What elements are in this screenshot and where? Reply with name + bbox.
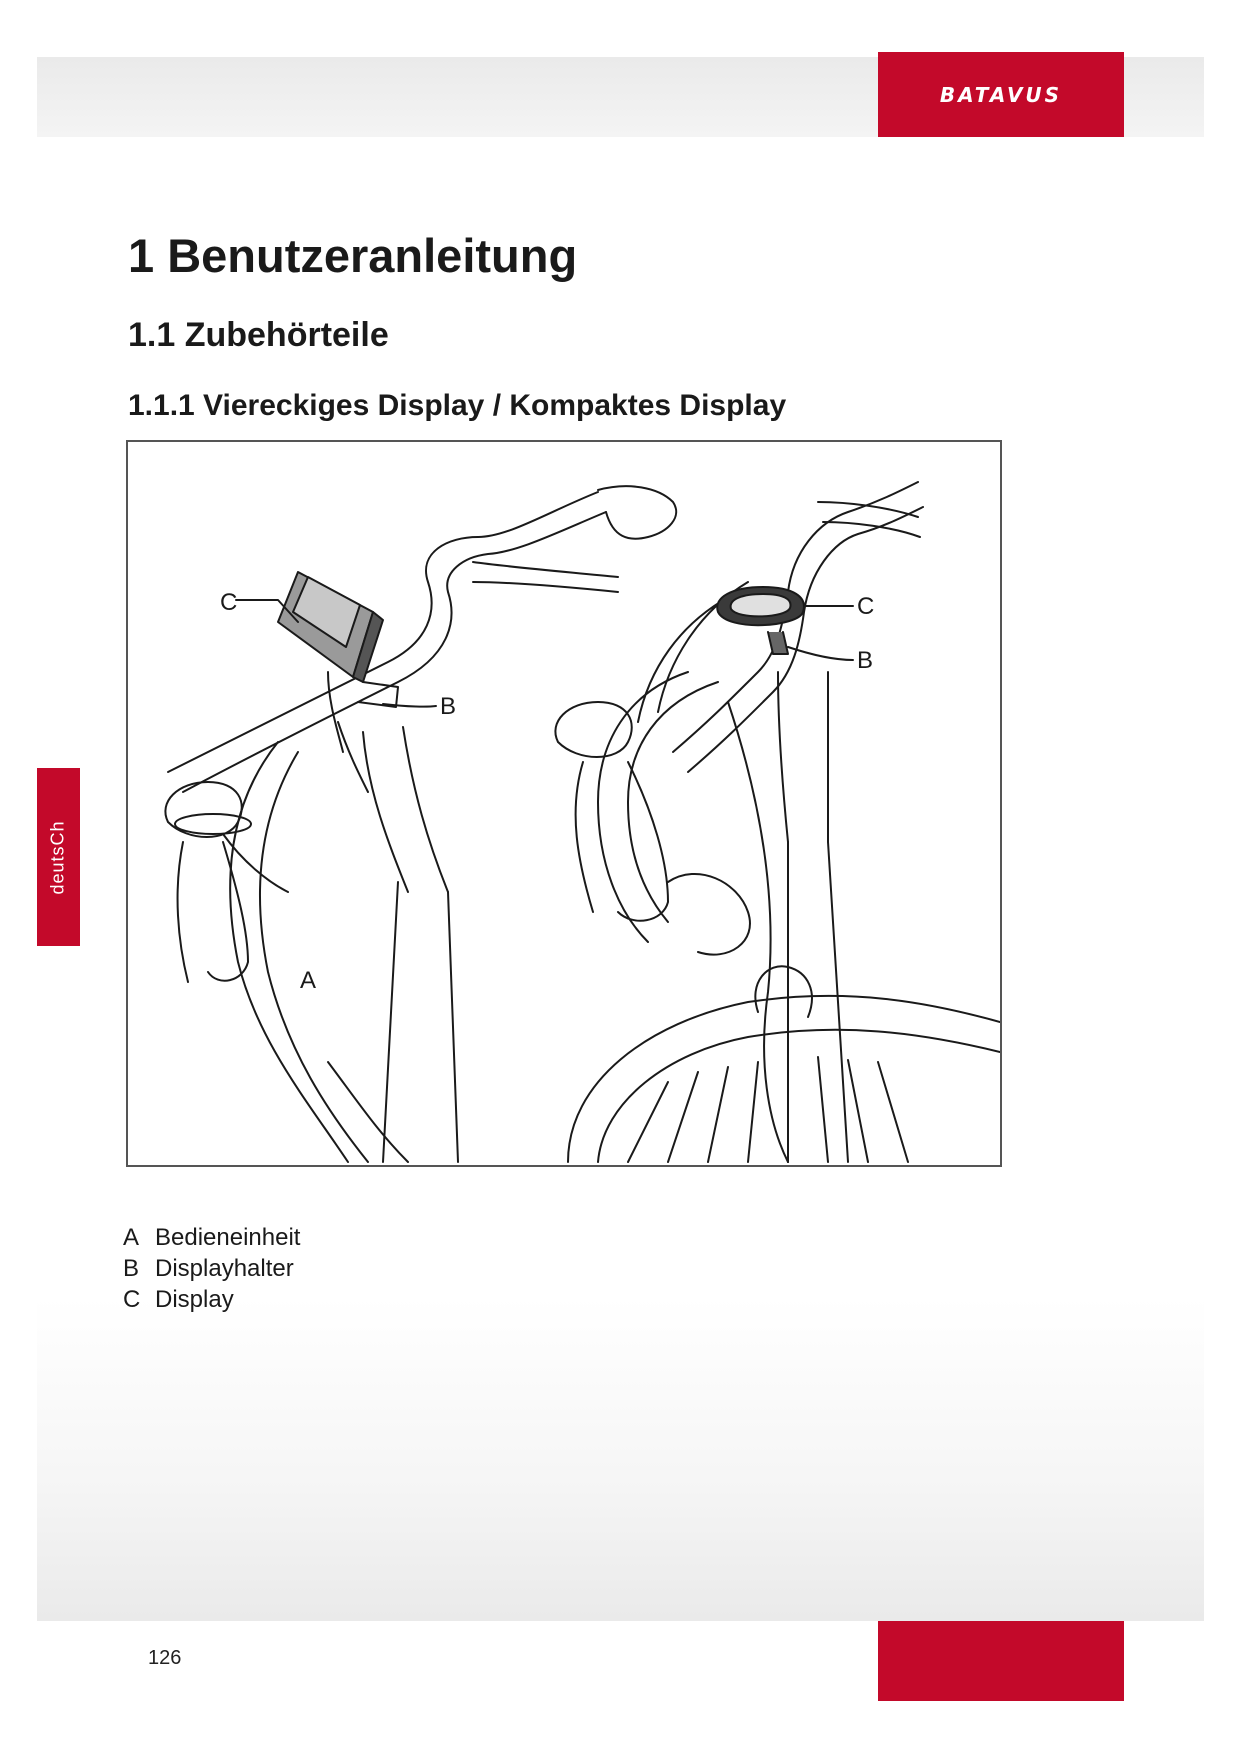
handlebar-illustration xyxy=(126,440,1002,1167)
right-light xyxy=(668,874,750,955)
right-brake-lever xyxy=(576,762,668,921)
left-grip xyxy=(598,486,676,539)
left-cable-2 xyxy=(328,1062,408,1162)
legend-letter: A xyxy=(123,1224,140,1251)
brand-logo-box xyxy=(878,52,1124,137)
legend-text: Display xyxy=(155,1286,234,1313)
left-handlebar-inner xyxy=(183,512,606,792)
footer-brand-box xyxy=(878,1621,1124,1701)
left-lower-grip xyxy=(165,782,241,837)
left-control-ring xyxy=(175,814,251,834)
left-stem xyxy=(363,727,448,892)
left-callout-b: B xyxy=(440,693,457,720)
legend-item xyxy=(123,1253,300,1284)
right-head-tube xyxy=(788,842,848,1162)
right-spokes xyxy=(628,1057,908,1162)
brand-logo: BATAVUS xyxy=(939,82,1063,107)
line-drawing xyxy=(128,442,1000,1165)
right-down-cable xyxy=(728,702,788,1162)
right-callout-c: C xyxy=(857,593,875,620)
language-tab-label: deutsCh xyxy=(48,819,69,895)
right-grip-knob xyxy=(555,702,631,757)
right-wheel-arc xyxy=(568,996,1000,1162)
legend-letter: B xyxy=(123,1255,140,1282)
language-tab xyxy=(37,768,80,946)
legend-text: Displayhalter xyxy=(155,1255,294,1282)
right-stem xyxy=(778,672,828,842)
right-callout-b: B xyxy=(857,647,874,674)
section-title: 1.1 Zubehörteile xyxy=(128,316,389,354)
right-callout-line-b xyxy=(788,647,853,660)
left-handlebar xyxy=(168,492,598,772)
legend-letter: C xyxy=(123,1286,141,1313)
left-cables xyxy=(230,742,368,1162)
right-compact-display xyxy=(717,587,804,654)
figure-legend xyxy=(123,1222,300,1315)
left-callout-c: C xyxy=(220,589,238,616)
legend-item xyxy=(123,1284,300,1315)
legend-text: Bedieneinheit xyxy=(155,1224,301,1251)
page-number: 126 xyxy=(148,1647,182,1669)
subsection-title: 1.1.1 Viereckiges Display / Kompaktes Display xyxy=(128,389,787,422)
right-fork-hub xyxy=(755,966,812,1017)
chapter-title: 1 Benutzeranleitung xyxy=(128,229,578,282)
left-brake-lever xyxy=(473,562,618,592)
legend-item xyxy=(123,1222,300,1253)
left-head-tube xyxy=(383,882,458,1162)
left-callout-a: A xyxy=(300,967,317,994)
